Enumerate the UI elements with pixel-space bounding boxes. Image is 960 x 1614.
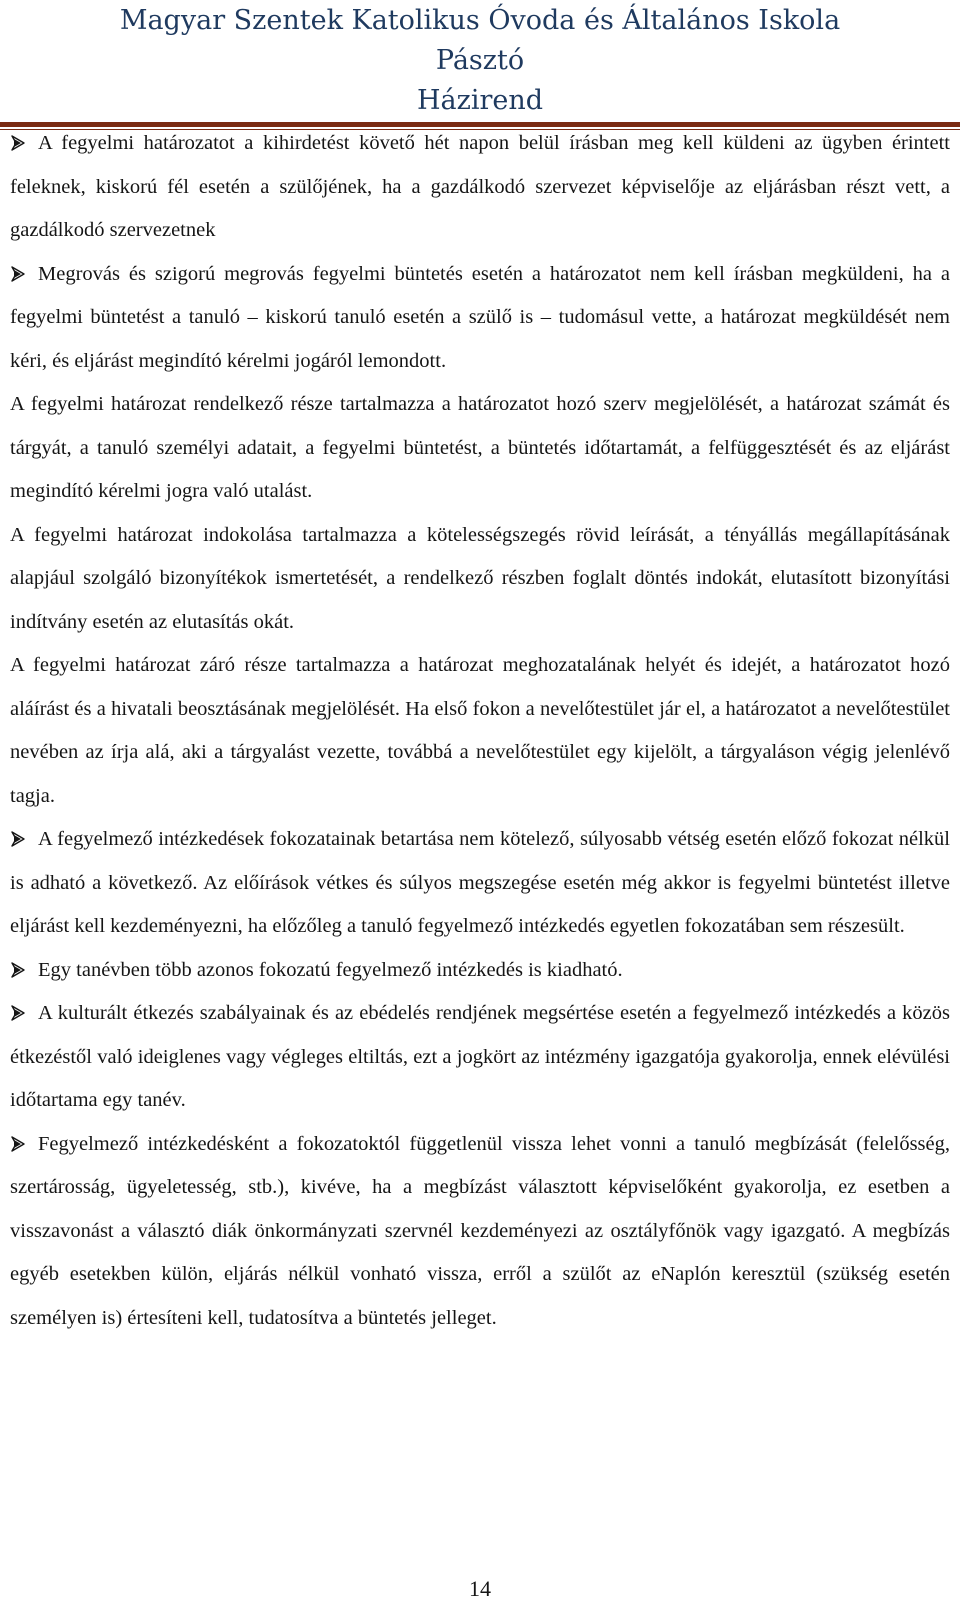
arrowhead-bullet-icon xyxy=(10,1123,38,1167)
paragraph-text: Egy tanévben több azonos fokozatú fegyelmező intézkedés is kiadható. xyxy=(38,958,623,981)
paragraph xyxy=(10,383,950,514)
paragraph-text: A fegyelmező intézkedések fokozatainak betartása nem kötelező, súlyosabb vétség esetén előző fokozat nélkül is adható a következő. Az előírások vétkes és súlyos megszegése esetén még akkor is fegyelmi büntetést illetve eljárást kell kezdeményezni, ha előzőleg a tanuló fegyelmező intézkedés egyetlen fokozatában sem részesült. xyxy=(10,828,950,937)
bullet-paragraph xyxy=(10,818,950,949)
document-body xyxy=(10,122,950,1340)
paragraph xyxy=(10,644,950,818)
page-number: 14 xyxy=(469,1576,491,1601)
document-title: Házirend xyxy=(416,85,544,116)
paragraph xyxy=(10,514,950,645)
school-town: Pásztó xyxy=(435,45,525,76)
paragraph-text: Fegyelmező intézkedésként a fokozatoktól függetlenül vissza lehet vonni a tanuló megbízását (felelősség, szertárosság, ügyeletesség, stb.), kivéve, ha a megbízást választott képviselőként gyakorolja, ez esetben a visszavonást a választó diák önkormányzati szervnél kezdeményezi az osztályfőnök vagy igazgató. A megbízás egyéb esetekben külön, eljárás nélkül vonható vissza, erről a szülőt az eNaplón keresztül (szükség esetén személyen is) értesíteni kell, tudatosítva a büntetés jelleget. xyxy=(10,1132,950,1329)
paragraph-text: Megrovás és szigorú megrovás fegyelmi büntetés esetén a határozatot nem kell írásban megküldeni, ha a fegyelmi büntetést a tanuló – kiskorú tanuló esetén a szülő is – tudomásul vette, a határozat megküldését nem kéri, és eljárást megindító kérelmi jogáról lemondott. xyxy=(10,262,950,372)
paragraph-text: A fegyelmi határozat záró része tartalmazza a határozat meghozatalának helyét és idejét, a határozatot hozó aláírást és a hivatali beosztásának megjelölését. Ha első fokon a nevelőtestület jár el, a határozatot a nevelőtestület nevében az írja alá, aki a tárgyalást vezette, továbbá a nevelőtestület egy kijelölt, a tárgyaláson végig jelenlévő tagja. xyxy=(10,654,950,807)
paragraph-text: A fegyelmi határozatot a kihirdetést követő hét napon belül írásban meg kell küldeni az ügyben érintett feleknek, kiskorú fél esetén a szülőjének, ha a gazdálkodó szervezet képviselője az eljárásban részt vett, a gazdálkodó szervezetnek xyxy=(10,132,950,241)
arrowhead-bullet-icon xyxy=(10,949,38,993)
bullet-paragraph xyxy=(10,1123,950,1341)
bullet-paragraph xyxy=(10,253,950,384)
arrowhead-bullet-icon xyxy=(10,122,38,166)
paragraph-text: A kulturált étkezés szabályainak és az ebédelés rendjének megsértése esetén a fegyelmező intézkedés a közös étkezéstől való ideiglenes vagy végleges eltiltás, ezt a jogkört az intézmény igazgatója gyakorolja, ennek elévülési időtartama egy tanév. xyxy=(10,1002,950,1111)
arrowhead-bullet-icon xyxy=(10,253,38,297)
arrowhead-bullet-icon xyxy=(10,818,38,862)
document-header xyxy=(0,0,960,121)
paragraph-text: A fegyelmi határozat rendelkező része tartalmazza a határozatot hozó szerv megjelölését, a határozat számát és tárgyát, a tanuló személyi adatait, a fegyelmi büntetést, a büntetés időtartamát, a felfüggesztését és az eljárást megindító kérelmi jogra való utalást. xyxy=(10,393,950,502)
paragraph-text: A fegyelmi határozat indokolása tartalmazza a kötelességszegés rövid leírását, a tényállás megállapításának alapjául szolgáló bizonyítékok ismertetését, a rendelkező részben foglalt döntés indokát, elutasított bizonyítási indítvány esetén az elutasítás okát. xyxy=(10,523,950,633)
arrowhead-bullet-icon xyxy=(10,992,38,1036)
bullet-paragraph xyxy=(10,949,950,993)
school-name: Magyar Szentek Katolikus Óvoda és Általános Iskola xyxy=(119,5,841,36)
bullet-paragraph xyxy=(10,122,950,253)
bullet-paragraph xyxy=(10,992,950,1123)
